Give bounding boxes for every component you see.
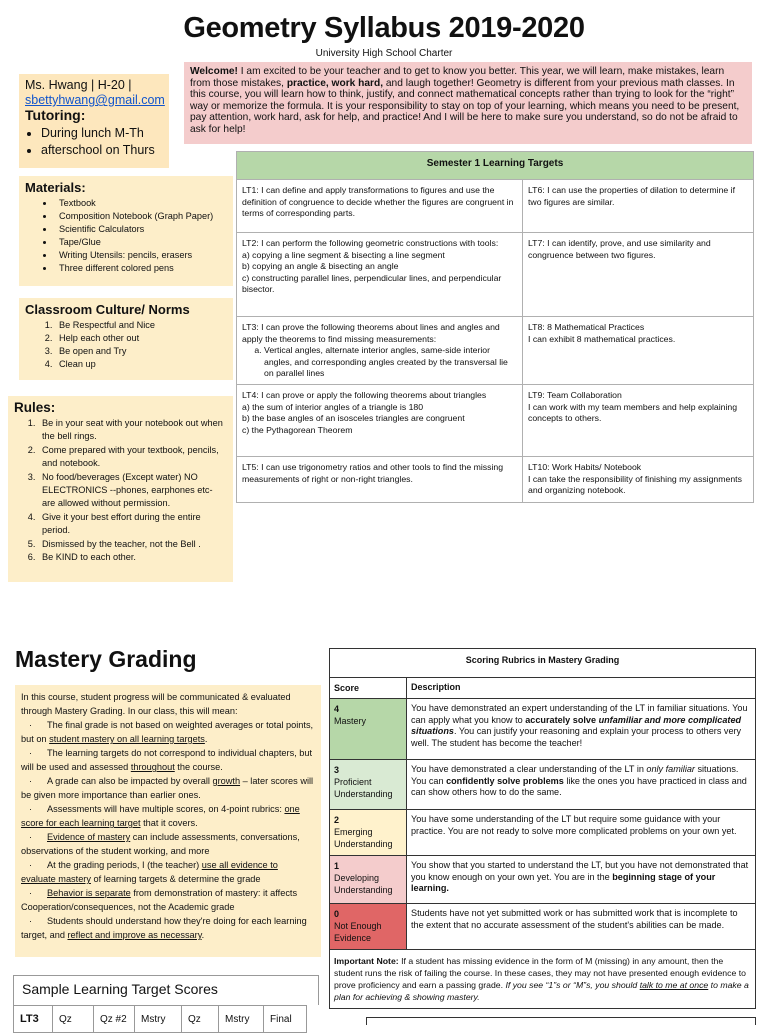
- materials-box: [19, 176, 233, 286]
- lt2-cell: [237, 233, 523, 317]
- rubric-row: [330, 810, 756, 856]
- sample-scores-title: Sample Learning Target Scores: [13, 975, 319, 1005]
- materials-item: • Tape/Glue: [55, 236, 227, 249]
- sample-scores-table: [13, 1005, 307, 1033]
- rules-box: [8, 396, 233, 582]
- rubric-desc-1: You show that you started to understand the LT, but you have not demonstrated that you know enough on your own yet. You are in the beginning stage of your learning.: [407, 856, 756, 904]
- teacher-email-link[interactable]: sbettyhwang@gmail.com: [25, 93, 165, 107]
- mastery-point: · Assessments will have multiple scores, on 4-point rubrics: one score for each learning target that it covers.: [21, 804, 300, 828]
- lt8-title: LT8: 8 Mathematical Practices: [528, 322, 645, 332]
- rubric-desc-4: You have demonstrated an expert understanding of the LT in familiar situations. You can apply what you know to accurately solve unfamiliar and more complicated situations. You can justify your reasoning and explain your process to others very well. The student has become the teacher!: [407, 699, 756, 760]
- welcome-bold-mid: practice, work hard,: [286, 77, 384, 89]
- welcome-text-2: and laugh together! Geometry is different from your previous math classes. In this course, you will learn how to think, justify, and connect mathematical concepts rather than trying to look for the “right” way or memorize the formula. It is your responsibility to stay on top of your learning, which means you need to be present, pay attention, work hard, ask for help, and practice! And I will be here to make sure you understand, so do not be afraid to ask for help!: [190, 77, 740, 135]
- page-subtitle: University High School Charter: [315, 48, 453, 59]
- lt4-item: b) the base angles of an isosceles triangles are congruent: [242, 413, 465, 423]
- lt10-text: I can take the responsibility of finishing my assignments and organizing notebook.: [528, 473, 742, 495]
- lt10-cell: [523, 457, 754, 503]
- table-cell: LT3: [14, 1006, 53, 1033]
- mastery-point: · A grade can also be impacted by overall growth – later scores will be given more importance than earlier ones.: [21, 776, 314, 800]
- lt7-cell: LT7: I can identify, prove, and use similarity and congruence between two figures.: [523, 233, 754, 317]
- lt6-cell: LT6: I can use the properties of dilation to determine if two figures are similar.: [523, 180, 754, 233]
- lt4-item: a) the sum of interior angles of a triangle is 180: [242, 401, 424, 412]
- page-title: Geometry Syllabus 2019-2020: [183, 12, 585, 44]
- lt3-list: [242, 345, 517, 380]
- welcome-lead: Welcome!: [190, 66, 238, 77]
- rubric-score-2: 2 Emerging Understanding: [330, 810, 407, 856]
- rubric-row: [330, 760, 756, 810]
- lt3-cell: [237, 317, 523, 385]
- lt4-cell: [237, 385, 523, 457]
- rules-heading: Rules:: [14, 400, 56, 415]
- table-cell: Final: [264, 1006, 307, 1033]
- culture-heading: Classroom Culture/ Norms: [25, 302, 190, 317]
- materials-item: • Writing Utensils: pencils, erasers: [55, 249, 227, 262]
- rubric-row: [330, 904, 756, 950]
- mastery-point: · Behavior is separate from demonstration of mastery: it affects Cooperation/consequences, not the Academic grade: [21, 888, 298, 912]
- rubric-score-1: 1 Developing Understanding: [330, 856, 407, 904]
- mastery-point: · At the grading periods, I (the teacher) use all evidence to evaluate mastery of learning targets & determine the grade: [21, 860, 278, 884]
- mastery-grading-box: [15, 685, 321, 957]
- table-cell: Qz #2: [94, 1006, 135, 1033]
- learning-targets-heading: Semester 1 Learning Targets: [237, 152, 754, 180]
- lt4-intro: LT4: I can prove or apply the following theorems about triangles: [242, 390, 487, 400]
- mastery-intro: In this course, student progress will be communicated & evaluated through Mastery Grading. In our class, this will mean:: [21, 692, 291, 716]
- materials-heading: Materials:: [25, 180, 86, 195]
- lt8-cell: [523, 317, 754, 385]
- rubric-score-header: Score: [330, 678, 407, 699]
- lt9-cell: [523, 385, 754, 457]
- rules-list: [14, 417, 227, 564]
- lt3-item: a. Vertical angles, alternate interior angles, same-side interior angles, and corresponding angles created by the transversal lie on parallel lines: [264, 345, 517, 380]
- tutoring-label: Tutoring:: [25, 107, 86, 123]
- rubric-important-note: Important Note: If a student has missing evidence in the form of M (missing) in any amount, then the student runs the risk of failing the course. In these cases, they may not have presented enough evidence to prove proficiency and earn a passing grade. If you see “1”s or “M”s, you should talk to me at once to make a plan for achieving & showing mastery.: [330, 950, 756, 1009]
- culture-list: [25, 319, 227, 371]
- lt2-intro: LT2: I can perform the following geometric constructions with tools:: [242, 238, 499, 248]
- lt2-item: a) copying a line segment & bisecting a line segment: [242, 249, 445, 260]
- welcome-message: [184, 62, 752, 144]
- materials-item: • Composition Notebook (Graph Paper): [55, 210, 227, 223]
- rubric-row: [330, 856, 756, 904]
- table-cell: Mstry: [135, 1006, 182, 1033]
- tutoring-list: [25, 125, 163, 159]
- lt5-cell: LT5: I can use trigonometry ratios and other tools to find the missing measurements of right or non-right triangles.: [237, 457, 523, 503]
- rules-item: 3. No food/beverages (Except water) NO ELECTRONICS --phones, earphones etc- are allowed without permission.: [38, 471, 227, 511]
- lt2-item: b) copying an angle & bisecting an angle: [242, 261, 399, 271]
- culture-item: 1. Be Respectful and Nice: [55, 319, 227, 332]
- rubric-caption: Scoring Rubrics in Mastery Grading: [330, 649, 756, 678]
- culture-item: 2. Help each other out: [55, 332, 227, 345]
- mastery-point: · The final grade is not based on weighted averages or total points, but on student mastery on all learning targets.: [21, 720, 314, 744]
- rubric-desc-0: Students have not yet submitted work or has submitted work that is incomplete to the extent that no accurate assessment of the student's abilities can be made.: [407, 904, 756, 950]
- lt4-item: c) the Pythagorean Theorem: [242, 424, 353, 435]
- lt9-title: LT9: Team Collaboration: [528, 390, 622, 400]
- rules-item: 1. Be in your seat with your notebook out when the bell rings.: [38, 417, 227, 444]
- table-cell: Mstry: [219, 1006, 264, 1033]
- materials-item: • Three different colored pens: [55, 262, 227, 275]
- table-cell: Qz: [182, 1006, 219, 1033]
- rubric-desc-2: You have some understanding of the LT but require some guidance with your practice. You are not ready to solve more complicated problems on your own yet.: [407, 810, 756, 856]
- mastery-grading-title: Mastery Grading: [15, 646, 197, 672]
- mastery-point: · The learning targets do not correspond to individual chapters, but will be used and assessed throughout the course.: [21, 748, 313, 772]
- materials-item: • Textbook: [55, 197, 227, 210]
- materials-list: [25, 197, 227, 275]
- lt8-text: I can exhibit 8 mathematical practices.: [528, 333, 676, 344]
- rules-item: 6. Be KIND to each other.: [38, 551, 227, 564]
- rules-item: 2. Come prepared with your textbook, pencils, and notebook.: [38, 444, 227, 471]
- rubric-desc-3: You have demonstrated a clear understanding of the LT in only familiar situations. You can confidently solve problems like the ones you have practiced in class and can show others how to do the same.: [407, 760, 756, 810]
- rules-item: 5. Dismissed by the teacher, not the Bell .: [38, 538, 227, 551]
- mastery-point: · Students should understand how they're doing for each learning target, and reflect and improve as necessary.: [21, 916, 307, 940]
- materials-item: • Scientific Calculators: [55, 223, 227, 236]
- table-row: [14, 1006, 307, 1033]
- culture-item: 4. Clean up: [55, 358, 227, 371]
- rubric-row: [330, 699, 756, 760]
- teacher-info: [19, 74, 169, 168]
- tutoring-item: • afterschool on Thurs: [41, 142, 163, 159]
- lt1-cell: LT1: I can define and apply transformations to figures and use the definition of congruence to decide whether the figures are congruent in terms of corresponding parts.: [237, 180, 523, 233]
- tutoring-item: • During lunch M-Th: [41, 125, 163, 142]
- rubric-score-4: 4 Mastery: [330, 699, 407, 760]
- lt9-text: I can work with my team members and help explaining concepts to others.: [528, 401, 738, 423]
- culture-item: 3. Be open and Try: [55, 345, 227, 358]
- lt3-intro: LT3: I can prove the following theorems about lines and angles and apply the theorems to find missing measurements:: [242, 322, 500, 344]
- table-cell: Qz: [53, 1006, 94, 1033]
- scoring-rubric-table: [329, 648, 756, 1009]
- rules-item: 4. Give it your best effort during the entire period.: [38, 511, 227, 538]
- rubric-description-header: Description: [407, 678, 756, 699]
- rubric-score-0: 0 Not Enough Evidence: [330, 904, 407, 950]
- mastery-point: · Evidence of mastery can include assessments, conversations, observations of the student working, and more: [21, 832, 300, 856]
- teacher-name: Ms. Hwang | H-20 |: [25, 78, 132, 92]
- learning-targets-table: [236, 151, 754, 503]
- welcome-text-1: I am excited to be your teacher and to get to know you better. This year, we will learn, make mistakes, learn from those mistakes,: [190, 66, 725, 89]
- rubric-score-3: 3 Proficient Understanding: [330, 760, 407, 810]
- lt2-item: c) constructing parallel lines, perpendicular lines, and perpendicular bisector.: [242, 272, 502, 294]
- classroom-culture-box: [19, 298, 233, 380]
- lt10-title: LT10: Work Habits/ Notebook: [528, 462, 642, 472]
